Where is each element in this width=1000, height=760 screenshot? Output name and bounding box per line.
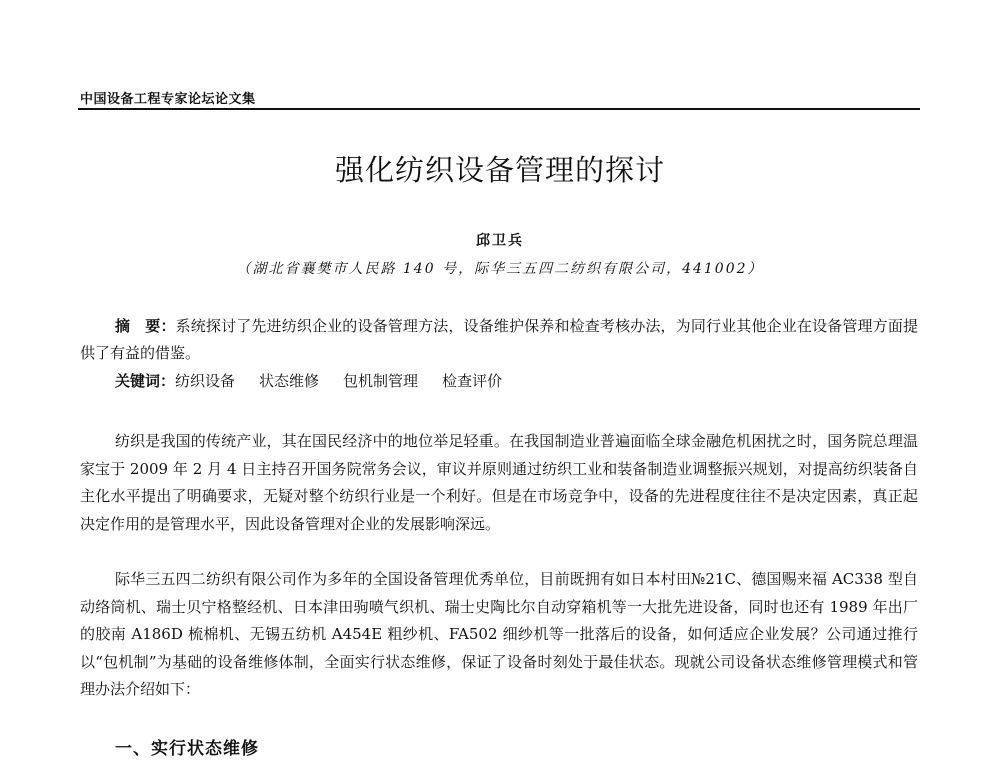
keywords: [115, 369, 915, 393]
body-paragraph: 际华三五四二纺织有限公司作为多年的全国设备管理优秀单位，目前既拥有如日本村田№21C、德国赐来福 AC338 型自动络筒机、瑞士贝宁格整经机、日本津田驹喷气织机、瑞士史陶比尔自动穿箱机等一大批先进设备，同时也还有 1989 年出厂的胶南 A186D 梳棉机、无锡五纺机 A454E 粗纱机、FA502 细纱机等一批落后的设备，如何适应企业发展？公司通过推行以“包机制”为基础的设备维修体制，全面实行状态维修，保证了设备时刻处于最佳状态。现就公司设备状态维修管理模式和管理办法介绍如下：: [80, 570, 918, 698]
article-title: 强化纺织设备管理的探讨: [334, 153, 665, 187]
keyword: 状态维修: [259, 372, 320, 390]
author-name: 邱卫兵: [476, 233, 524, 249]
author-affiliation: （湖北省襄樊市人民路 140 号，际华三五四二纺织有限公司，441002）: [236, 261, 764, 277]
abstract-label: 摘 要：: [115, 317, 176, 335]
abstract-text: 系统探讨了先进纺织企业的设备管理方法，设备维护保养和检查考核办法，为同行业其他企业在设备管理方面提供了有益的借鉴。: [80, 317, 918, 362]
keyword: 纺织设备: [175, 372, 236, 390]
body-paragraph: 纺织是我国的传统产业，其在国民经济中的地位举足轻重。在我国制造业普遍面临全球金融危机困扰之时，国务院总理温家宝于 2009 年 2 月 4 日主持召开国务院常务会议，审议并原则通过纺织工业和装备制造业调整振兴规划，对提高纺织装备自主化水平提出了明确要求，无疑对整个纺织行业是一个利好。但是在市场竞争中，设备的先进程度往往不是决定因素，真正起决定作用的是管理水平，因此设备管理对企业的发展影响深远。: [80, 432, 918, 533]
header-rule: [78, 108, 920, 110]
keyword: 检查评价: [442, 372, 503, 390]
section-heading: 一、实行状态维修: [115, 739, 259, 759]
keyword: 包机制管理: [343, 372, 419, 390]
abstract: [80, 313, 918, 367]
keywords-label: 关键词：: [115, 372, 176, 390]
running-header: 中国设备工程专家论坛论文集: [80, 92, 256, 107]
